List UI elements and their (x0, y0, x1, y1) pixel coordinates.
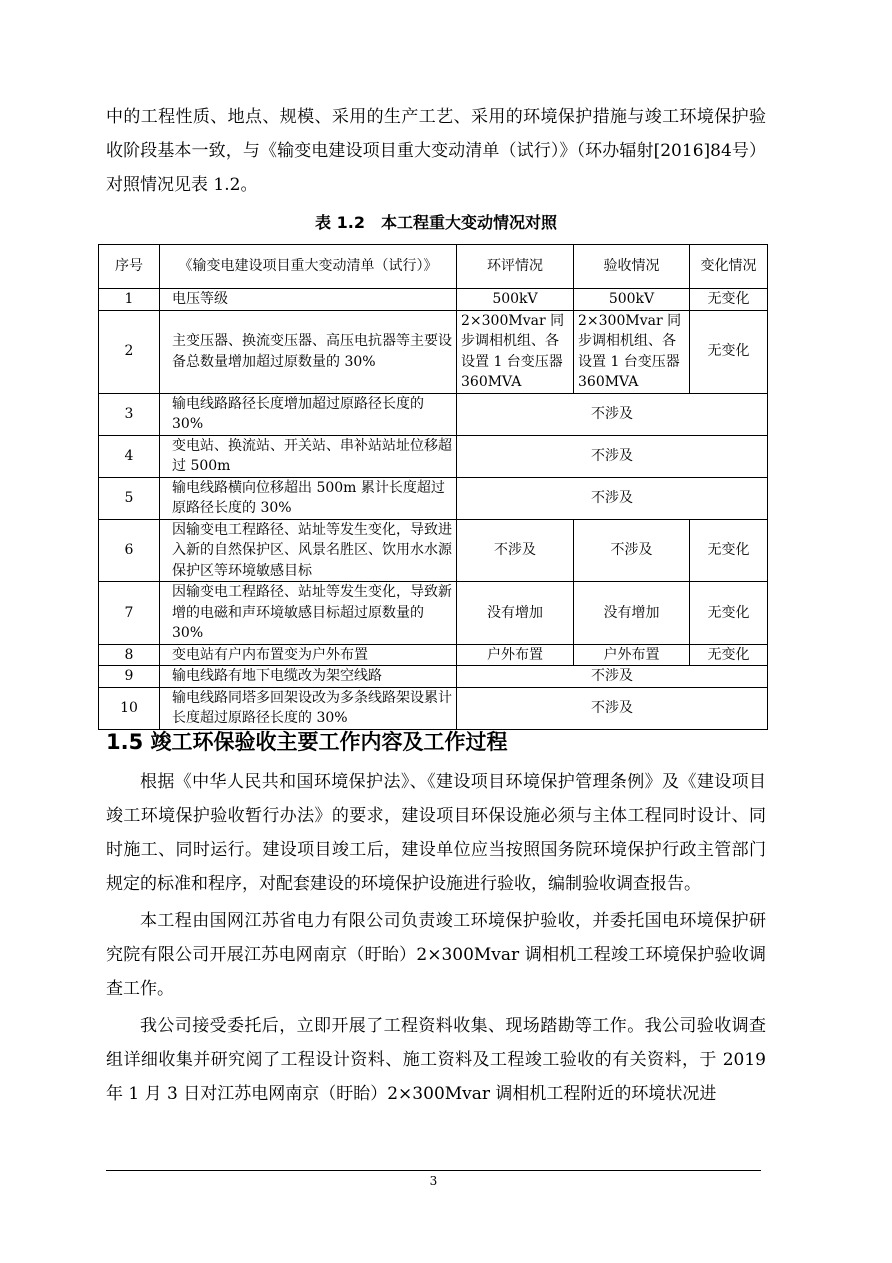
footer-divider (106, 1170, 761, 1171)
row-item: 因输变电工程路径、站址等发生变化，导致新增的电磁和声环境敏感目标超过原数量的 30% (160, 582, 457, 645)
header-change: 变化情况 (690, 245, 768, 289)
table-row (99, 289, 768, 311)
table-row (99, 477, 768, 519)
row-item: 变电站有户内布置变为户外布置 (160, 644, 457, 666)
row-no: 9 (99, 666, 160, 688)
section-heading: 1.5 竣工环保验收主要工作内容及工作过程 (106, 730, 508, 754)
row-change: 无变化 (690, 519, 768, 582)
row-eia: 2×300Mvar 同步调相机组、各设置 1 台变压器 360MVA (457, 310, 574, 393)
table-row (99, 393, 768, 435)
row-item: 输电线路路径长度增加超过原路径长度的 30% (160, 393, 457, 435)
row-acceptance: 不涉及 (574, 519, 690, 582)
row-acceptance: 500kV (574, 289, 690, 311)
table-row (99, 666, 768, 688)
header-eia: 环评情况 (457, 245, 574, 289)
row-acceptance: 没有增加 (574, 582, 690, 645)
header-item: 《输变电建设项目重大变动清单（试行）》 (160, 245, 457, 289)
body-paragraph: 根据《中华人民共和国环境保护法》、《建设项目环境保护管理条例》及《建设项目竣工环境保护验收暂行办法》的要求，建设项目环保设施必须与主体工程同时设计、同时施工、同时运行。建设项目竣工后，建设单位应当按照国务院环境保护行政主管部门规定的标准和程序，对配套建设的环境保护设施进行验收，编制验收调查报告。 (106, 772, 766, 894)
row-eia: 不涉及 (457, 519, 574, 582)
table-row (99, 687, 768, 729)
row-no: 10 (99, 687, 160, 729)
row-no: 7 (99, 582, 160, 645)
row-merged-status: 不涉及 (457, 666, 768, 688)
table-row (99, 644, 768, 666)
row-no: 2 (99, 310, 160, 393)
row-item: 因输变电工程路径、站址等发生变化，导致进入新的自然保护区、风景名胜区、饮用水水源保护区等环境敏感目标 (160, 519, 457, 582)
row-change: 无变化 (690, 644, 768, 666)
row-no: 6 (99, 519, 160, 582)
major-change-table (98, 244, 768, 730)
row-change: 无变化 (690, 310, 768, 393)
row-merged-status: 不涉及 (457, 687, 768, 729)
row-no: 1 (99, 289, 160, 311)
row-merged-status: 不涉及 (457, 435, 768, 477)
section-body (106, 765, 766, 1114)
row-no: 3 (99, 393, 160, 435)
table-row (99, 435, 768, 477)
row-eia: 户外布置 (457, 644, 574, 666)
intro-paragraph (106, 100, 766, 202)
row-item: 变电站、换流站、开关站、串补站站址位移超过 500m (160, 435, 457, 477)
page-number: 3 (429, 1174, 438, 1188)
row-no: 5 (99, 477, 160, 519)
row-item: 输电线路有地下电缆改为架空线路 (160, 666, 457, 688)
row-acceptance: 2×300Mvar 同步调相机组、各设置 1 台变压器 360MVA (574, 310, 690, 393)
row-acceptance: 户外布置 (574, 644, 690, 666)
row-item: 电压等级 (160, 289, 457, 311)
table-row (99, 310, 768, 393)
table-caption: 表 1.2 本工程重大变动情况对照 (315, 213, 557, 232)
row-no: 4 (99, 435, 160, 477)
body-paragraph: 本工程由国网江苏省电力有限公司负责竣工环境保护验收，并委托国电环境保护研究院有限公司开展江苏电网南京（盱眙）2×300Mvar 调相机工程竣工环境保护验收调查工作。 (106, 911, 766, 999)
row-item: 输电线路横向位移超出 500m 累计长度超过原路径长度的 30% (160, 477, 457, 519)
row-eia: 没有增加 (457, 582, 574, 645)
row-item: 主变压器、换流变压器、高压电抗器等主要设备总数量增加超过原数量的 30% (160, 310, 457, 393)
body-paragraph: 我公司接受委托后，立即开展了工程资料收集、现场踏勘等工作。我公司验收调查组详细收集并研究阅了工程设计资料、施工资料及工程竣工验收的有关资料，于 2019 年 1 月 3 日对江苏电网南京（盱眙）2×300Mvar 调相机工程附近的环境状况进 (106, 1016, 766, 1104)
header-no: 序号 (99, 245, 160, 289)
table-row (99, 582, 768, 645)
row-change: 无变化 (690, 289, 768, 311)
intro-text: 中的工程性质、地点、规模、采用的生产工艺、采用的环境保护措施与竣工环境保护验收阶段基本一致，与《输变电建设项目重大变动清单（试行）》（环办辐射[2016]84号）对照情况见表 1.2。 (106, 107, 766, 195)
row-merged-status: 不涉及 (457, 393, 768, 435)
header-acceptance: 验收情况 (574, 245, 690, 289)
row-merged-status: 不涉及 (457, 477, 768, 519)
row-change: 无变化 (690, 582, 768, 645)
table-header-row (99, 245, 768, 289)
row-item: 输电线路同塔多回架设改为多条线路架设累计长度超过原路径长度的 30% (160, 687, 457, 729)
row-eia: 500kV (457, 289, 574, 311)
row-no: 8 (99, 644, 160, 666)
table-row (99, 519, 768, 582)
